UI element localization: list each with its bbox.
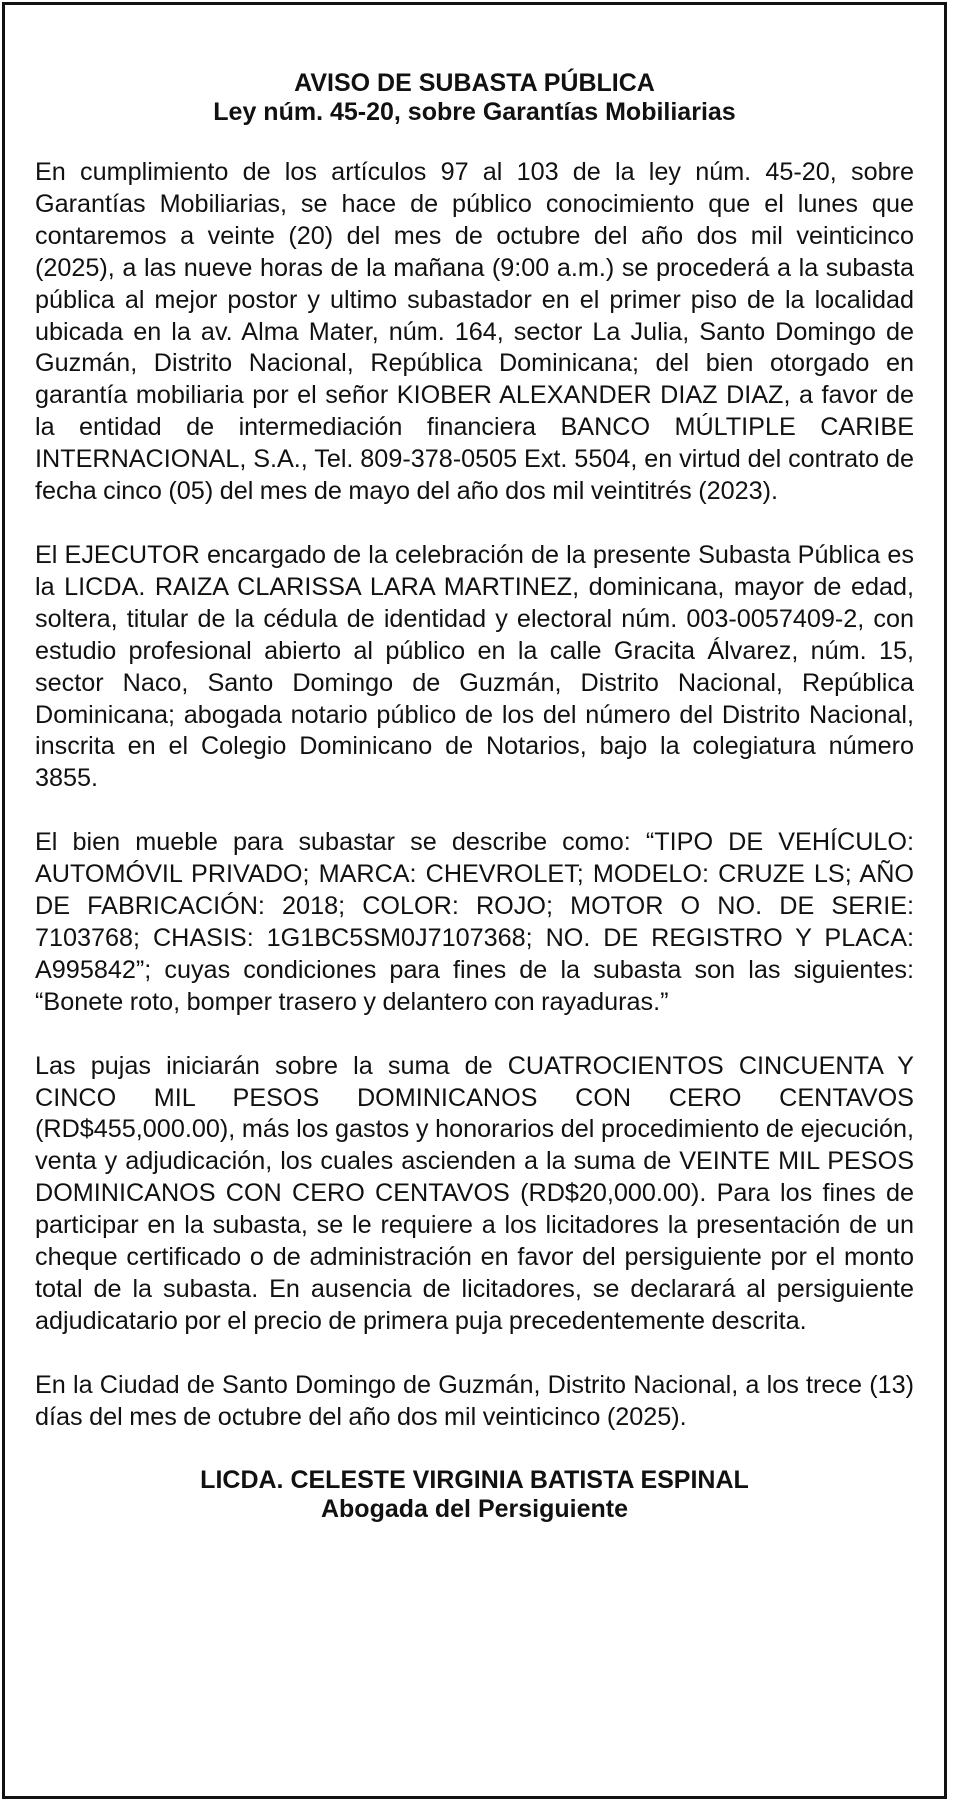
notice-subtitle: Ley núm. 45-20, sobre Garantías Mobiliarias bbox=[213, 98, 736, 126]
paragraph-date-location: En la Ciudad de Santo Domingo de Guzmán, Distrito Nacional, a los trece (13) días del mes de octubre del año dos mil veinticinco (2025). bbox=[35, 1370, 914, 1431]
paragraph-executor: El EJECUTOR encargado de la celebración de la presente Subasta Pública es la LICDA. RAIZA CLARISSA LARA MARTINEZ, dominicana, mayor de edad, soltera, titular de la cédula de identidad y electoral núm. 003-0057409-2, con estudio profesional abierto al público en la calle Gracita Álvarez, núm. 15, sector Naco, Santo Domingo de Guzmán, Distrito Nacional, República Dominicana; abogada notario público de los del número del Distrito Nacional, inscrita en el Colegio Dominicano de Notarios, bajo la colegiatura número 3855. bbox=[35, 540, 914, 793]
notice-frame bbox=[2, 2, 947, 1799]
signatory-name: LICDA. CELESTE VIRGINIA BATISTA ESPINAL bbox=[200, 1465, 749, 1494]
notice-title: AVISO DE SUBASTA PÚBLICA bbox=[294, 69, 655, 97]
notice-content bbox=[35, 69, 914, 1524]
paragraph-bidding-terms: Las pujas iniciarán sobre la suma de CUATROCIENTOS CINCUENTA Y CINCO MIL PESOS DOMINICANOS CON CERO CENTAVOS (RD$455,000.00), más los gastos y honorarios del procedimiento de ejecución, venta y adjudicación, los cuales ascienden a la suma de VEINTE MIL PESOS DOMINICANOS CON CERO CENTAVOS (RD$20,000.00). Para los fines de participar en la subasta, se le requiere a los licitadores la presentación de un cheque certificado o de administración en favor del persiguiente por el monto total de la subasta. En ausencia de licitadores, se declarará al persiguiente adjudicatario por el precio de primera puja precedentemente descrita. bbox=[35, 1051, 914, 1335]
signatory-role: Abogada del Persiguiente bbox=[320, 1494, 628, 1523]
paragraph-vehicle-description: El bien mueble para subastar se describe como: “TIPO DE VEHÍCULO: AUTOMÓVIL PRIVADO; MARCA: CHEVROLET; MODELO: CRUZE LS; AÑO DE FABRICACIÓN: 2018; COLOR: ROJO; MOTOR O NO. DE SERIE: 7103768; CHASIS: 1G1BC5SM0J7107368; NO. DE REGISTRO Y PLACA: A995842”; cuyas condiciones para fines de la subasta son las siguientes: “Bonete roto, bomper trasero y delantero con rayaduras.” bbox=[35, 828, 914, 1016]
paragraph-announcement: En cumplimiento de los artículos 97 al 103 de la ley núm. 45-20, sobre Garantías Mobiliarias, se hace de público conocimiento que el lunes que contaremos a veinte (20) del mes de octubre del año dos mil veinticinco (2025), a las nueve horas de la mañana (9:00 a.m.) se procederá a la subasta pública al mejor postor y ultimo subastador en el primer piso de la localidad ubicada en la av. Alma Mater, núm. 164, sector La Julia, Santo Domingo de Guzmán, Distrito Nacional, República Dominicana; del bien otorgado en garantía mobiliaria por el señor KIOBER ALEXANDER DIAZ DIAZ, a favor de la entidad de intermediación financiera BANCO MÚLTIPLE CARIBE INTERNACIONAL, S.A., Tel. 809-378-0505 Ext. 5504, en virtud del contrato de fecha cinco (05) del mes de mayo del año dos mil veintitrés (2023). bbox=[35, 158, 914, 506]
